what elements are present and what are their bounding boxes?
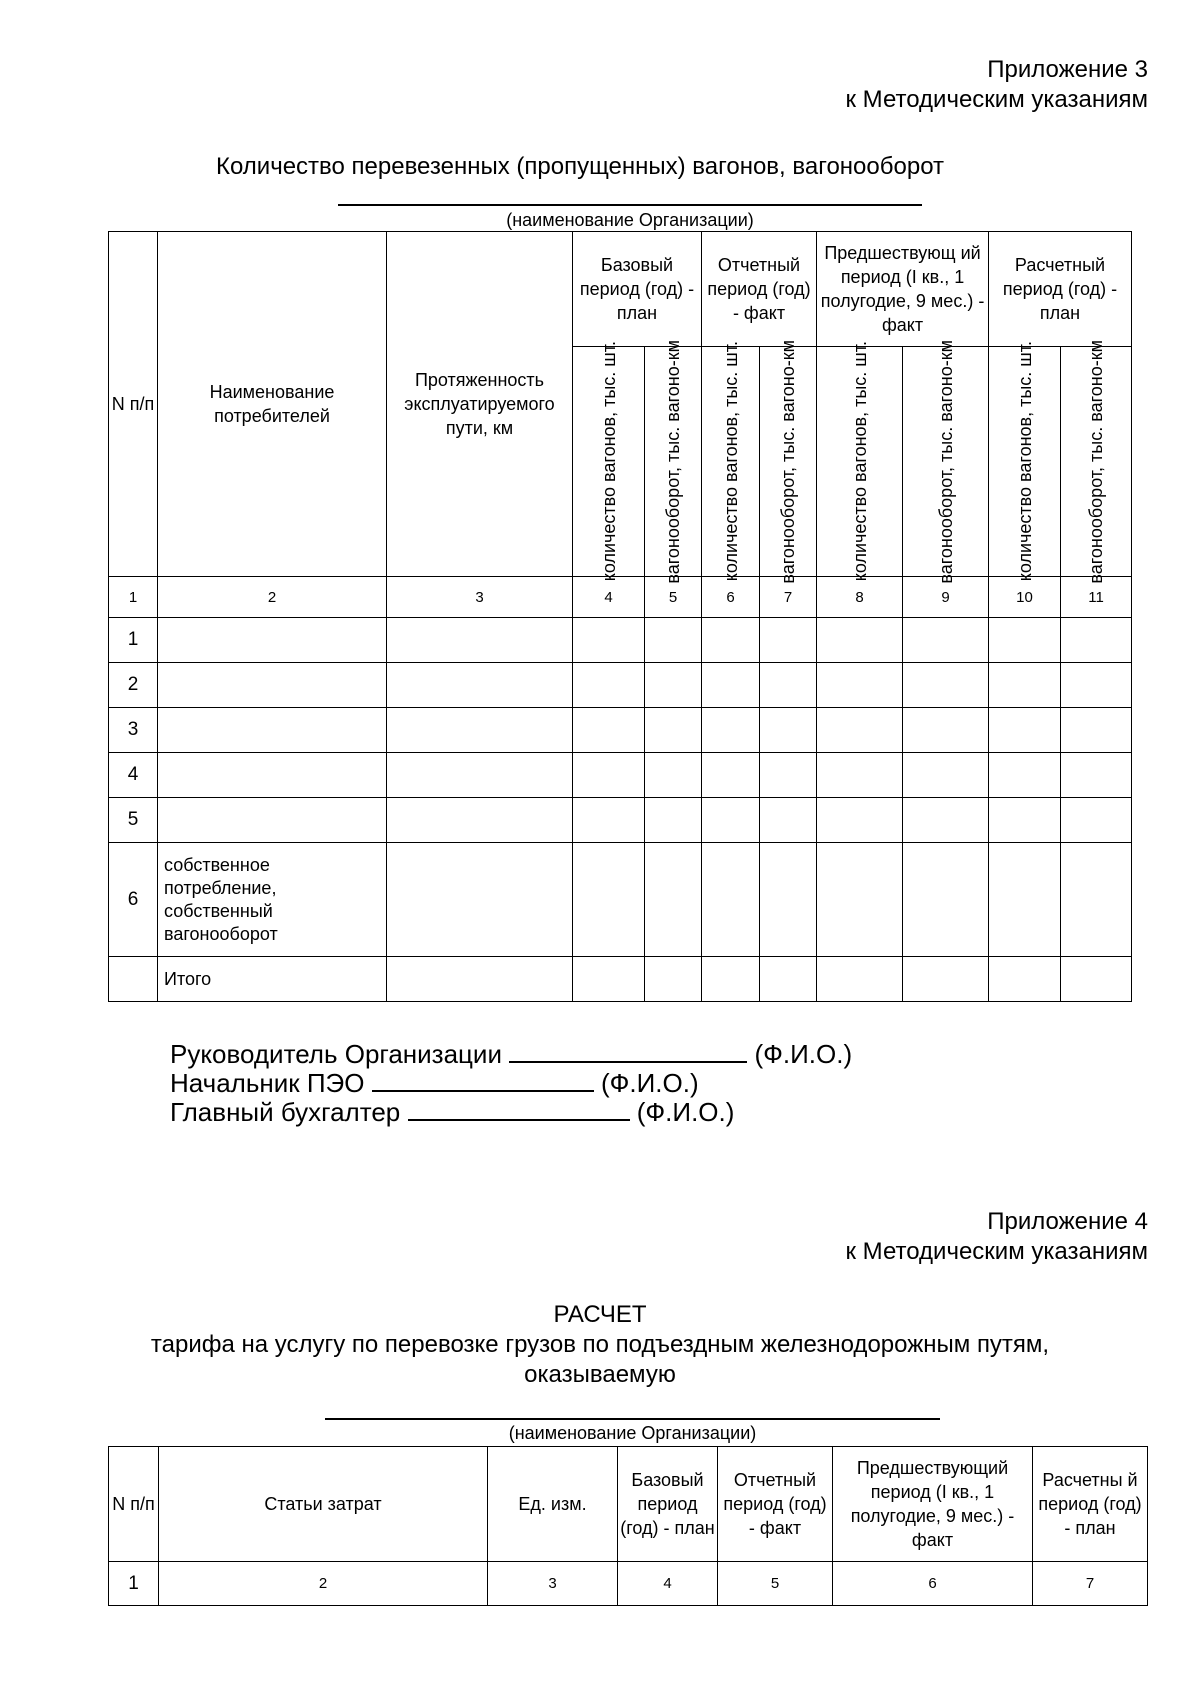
wagons-table bbox=[108, 231, 1132, 1002]
signature-peo-label: Начальник ПЭО bbox=[170, 1068, 365, 1098]
subheader-qty bbox=[989, 341, 1061, 582]
org-caption: (наименование Организации) bbox=[508, 1423, 757, 1443]
appendix4-title-line2: к Методическим указаниям bbox=[845, 1238, 1148, 1265]
column-number: 1 bbox=[109, 1562, 159, 1606]
row-number: 3 bbox=[109, 708, 158, 753]
signature-accountant bbox=[170, 1098, 852, 1127]
appendix4-title bbox=[648, 1207, 1148, 1267]
subheader-qty bbox=[702, 341, 760, 582]
signature-fio: (Ф.И.О.) bbox=[636, 1097, 735, 1127]
appendix3-title-line1: Приложение 3 bbox=[987, 56, 1148, 83]
row-number: 1 bbox=[109, 618, 158, 663]
tariff-header-report: Отчетный период (год) - факт bbox=[718, 1447, 833, 1562]
tariff-header-items: Статьи затрат bbox=[159, 1447, 488, 1562]
column-number: 7 bbox=[760, 577, 817, 618]
column-number: 6 bbox=[833, 1562, 1033, 1606]
subheader-turnover-text: вагонооборот, тыс. вагоно-км bbox=[935, 339, 956, 584]
column-number: 2 bbox=[159, 1562, 488, 1606]
row-name bbox=[158, 753, 387, 798]
subheader-turnover-text: вагонооборот, тыс. вагоно-км bbox=[778, 339, 798, 584]
header-num: N п/п bbox=[109, 232, 158, 577]
column-number: 7 bbox=[1033, 1562, 1148, 1606]
header-period-base: Базовый период (год) - план bbox=[573, 232, 702, 347]
row-name: собственное потребление, собственный вагонооборот bbox=[158, 843, 387, 957]
column-number: 1 bbox=[109, 577, 158, 618]
tariff-header-row bbox=[109, 1447, 1148, 1562]
signature-line bbox=[509, 1041, 747, 1063]
org-name-line bbox=[338, 204, 922, 206]
tariff-header-base: Базовый период (год) - план bbox=[618, 1447, 718, 1562]
tariff-header-unit: Ед. изм. bbox=[488, 1447, 618, 1562]
appendix3-heading: Количество перевезенных (пропущенных) вагонов, вагонооборот bbox=[215, 153, 944, 180]
column-numbers-row bbox=[109, 577, 1132, 618]
appendix4-heading-1: РАСЧЕТ bbox=[553, 1301, 647, 1328]
column-number: 8 bbox=[817, 577, 903, 618]
table-row bbox=[109, 618, 1132, 663]
row-name bbox=[158, 708, 387, 753]
org-name-line bbox=[325, 1418, 940, 1420]
signature-line bbox=[372, 1070, 594, 1092]
subheader-qty-text: количество вагонов, тыс. шт. bbox=[598, 341, 619, 582]
appendix4-heading-2: тарифа на услугу по перевозке грузов по подъездным железнодорожным путям, bbox=[150, 1331, 1050, 1358]
header-length: Протяженность эксплуатируемого пути, км bbox=[387, 232, 573, 577]
tariff-header-num: N п/п bbox=[109, 1447, 159, 1562]
table-row bbox=[109, 753, 1132, 798]
column-number: 10 bbox=[989, 577, 1061, 618]
subheader-qty bbox=[573, 341, 645, 582]
row-number: 4 bbox=[109, 753, 158, 798]
signature-peo bbox=[170, 1069, 852, 1098]
signature-accountant-label: Главный бухгалтер bbox=[170, 1097, 401, 1127]
subheader-qty-text: количество вагонов, тыс. шт. bbox=[720, 341, 741, 582]
appendix4-title-line1: Приложение 4 bbox=[987, 1208, 1148, 1235]
column-number: 6 bbox=[702, 577, 760, 618]
subheader-turnover-text: вагонооборот, тыс. вагоно-км bbox=[1086, 339, 1107, 584]
row-name bbox=[158, 618, 387, 663]
row-name bbox=[158, 798, 387, 843]
header-period-calc: Расчетный период (год) - план bbox=[989, 232, 1132, 347]
appendix3-title-line2: к Методическим указаниям bbox=[845, 86, 1148, 113]
table-row bbox=[109, 798, 1132, 843]
row-number: 5 bbox=[109, 798, 158, 843]
signatures bbox=[170, 1040, 852, 1127]
row-number: 6 bbox=[109, 843, 158, 957]
total-row bbox=[109, 957, 1132, 1002]
column-number: 3 bbox=[488, 1562, 618, 1606]
appendix4-heading bbox=[100, 1300, 1100, 1390]
signature-line bbox=[408, 1099, 630, 1121]
signature-head-label: Руководитель Организации bbox=[170, 1039, 502, 1069]
subheader-turnover bbox=[903, 339, 989, 584]
table-row bbox=[109, 663, 1132, 708]
tariff-header-calc: Расчетны й период (год) - план bbox=[1033, 1447, 1148, 1562]
subheader-turnover bbox=[760, 339, 817, 584]
column-number: 3 bbox=[387, 577, 573, 618]
table-row bbox=[109, 708, 1132, 753]
signature-fio: (Ф.И.О.) bbox=[754, 1039, 853, 1069]
header-row-1 bbox=[109, 232, 1132, 347]
tariff-column-numbers-row bbox=[109, 1562, 1148, 1606]
column-number: 4 bbox=[573, 577, 645, 618]
column-number: 9 bbox=[903, 577, 989, 618]
subheader-qty-text: количество вагонов, тыс. шт. bbox=[1014, 341, 1035, 582]
row-name bbox=[158, 663, 387, 708]
column-number: 11 bbox=[1061, 577, 1132, 618]
header-period-report: Отчетный период (год) - факт bbox=[702, 232, 817, 347]
column-number: 4 bbox=[618, 1562, 718, 1606]
subheader-turnover bbox=[645, 339, 702, 584]
subheader-qty-text: количество вагонов, тыс. шт. bbox=[849, 341, 870, 582]
subheader-qty bbox=[817, 341, 903, 582]
subheader-turnover bbox=[1061, 339, 1132, 584]
header-consumers: Наименование потребителей bbox=[158, 232, 387, 577]
table-row bbox=[109, 843, 1132, 957]
tariff-table bbox=[108, 1446, 1148, 1606]
column-number: 2 bbox=[158, 577, 387, 618]
signature-head bbox=[170, 1040, 852, 1069]
subheader-turnover-text: вагонооборот, тыс. вагоно-км bbox=[663, 339, 683, 584]
column-number: 5 bbox=[718, 1562, 833, 1606]
appendix4-heading-3: оказываемую bbox=[524, 1361, 676, 1388]
total-label: Итого bbox=[158, 957, 387, 1002]
column-number: 5 bbox=[645, 577, 702, 618]
tariff-header-prev: Предшествующий период (I кв., 1 полугодие, 9 мес.) - факт bbox=[833, 1447, 1033, 1562]
org-caption: (наименование Организации) bbox=[506, 210, 754, 230]
header-period-prev: Предшествующ ий период (I кв., 1 полугодие, 9 мес.) - факт bbox=[817, 232, 989, 347]
row-number bbox=[109, 957, 158, 1002]
row-number: 2 bbox=[109, 663, 158, 708]
signature-fio: (Ф.И.О.) bbox=[600, 1068, 699, 1098]
appendix3-title bbox=[648, 55, 1148, 115]
